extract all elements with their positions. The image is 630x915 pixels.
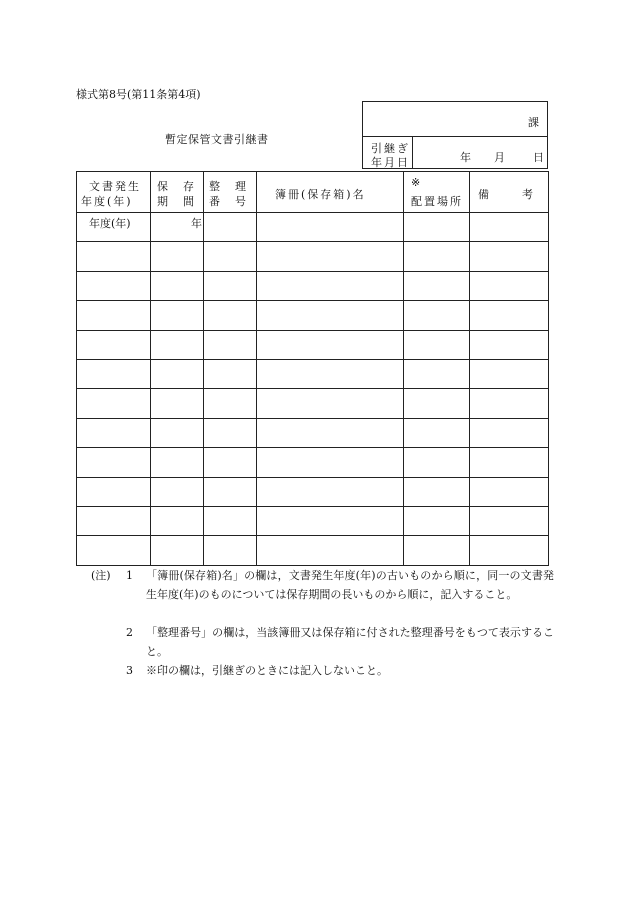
cell-ledger-name[interactable] <box>257 448 404 477</box>
header-reference-number: 整 理 番 号 <box>204 172 257 213</box>
cell-reference-number[interactable] <box>204 389 257 418</box>
date-year-unit: 年 <box>460 151 471 164</box>
cell-storage-location[interactable] <box>404 359 470 388</box>
cell-retention-period[interactable] <box>151 330 204 359</box>
cell-remarks[interactable] <box>470 301 549 330</box>
cell-remarks[interactable] <box>470 330 549 359</box>
cell-storage-location[interactable] <box>404 536 470 565</box>
period-unit-label: 年 <box>191 217 202 230</box>
header-retention-period: 保 存 期 間 <box>151 172 204 213</box>
cell-storage-location[interactable] <box>404 213 470 242</box>
cell-retention-period[interactable] <box>151 389 204 418</box>
cell-remarks[interactable] <box>470 359 549 388</box>
table-row <box>77 506 549 535</box>
cell-ledger-name[interactable] <box>257 301 404 330</box>
cell-document-year[interactable] <box>77 418 151 447</box>
cell-document-year[interactable] <box>77 330 151 359</box>
cell-document-year[interactable] <box>77 477 151 506</box>
table-row <box>77 301 549 330</box>
cell-retention-period[interactable] <box>151 448 204 477</box>
cell-reference-number[interactable] <box>204 448 257 477</box>
table-row <box>77 242 549 271</box>
cell-reference-number[interactable] <box>204 330 257 359</box>
transfer-date-label-cell <box>363 137 413 169</box>
cell-reference-number[interactable] <box>204 242 257 271</box>
cell-ledger-name[interactable] <box>257 477 404 506</box>
cell-retention-period[interactable] <box>151 242 204 271</box>
cell-ledger-name[interactable] <box>257 330 404 359</box>
department-suffix: 課 <box>528 116 539 129</box>
cell-storage-location[interactable] <box>404 271 470 300</box>
date-day-unit: 日 <box>533 151 544 164</box>
cell-retention-period[interactable] <box>151 506 204 535</box>
notes-prefix: (注) <box>91 569 111 582</box>
table-row <box>77 418 549 447</box>
cell-retention-period[interactable] <box>151 477 204 506</box>
department-date-box <box>362 101 548 169</box>
cell-remarks[interactable] <box>470 418 549 447</box>
cell-remarks[interactable] <box>470 536 549 565</box>
cell-document-year[interactable] <box>77 271 151 300</box>
note-number: 2 <box>126 626 133 639</box>
header-storage-location: ※ 配置場所 <box>404 172 470 213</box>
cell-reference-number[interactable] <box>204 359 257 388</box>
department-cell[interactable] <box>363 102 547 137</box>
note-number: 1 <box>126 569 133 582</box>
cell-remarks[interactable] <box>470 506 549 535</box>
cell-reference-number[interactable] <box>204 418 257 447</box>
cell-document-year[interactable] <box>77 389 151 418</box>
cell-retention-period[interactable] <box>151 213 204 242</box>
table-row <box>77 477 549 506</box>
cell-document-year[interactable] <box>77 448 151 477</box>
cell-reference-number[interactable] <box>204 536 257 565</box>
cell-ledger-name[interactable] <box>257 359 404 388</box>
cell-storage-location[interactable] <box>404 330 470 359</box>
note-text: 「整理番号」の欄は，当該簿冊又は保存箱に付された整理番号をもつて表示すること。 <box>146 626 554 658</box>
cell-ledger-name[interactable] <box>257 242 404 271</box>
cell-ledger-name[interactable] <box>257 418 404 447</box>
cell-remarks[interactable] <box>470 242 549 271</box>
cell-storage-location[interactable] <box>404 301 470 330</box>
cell-remarks[interactable] <box>470 477 549 506</box>
header-document-year: 文書発生 年度(年) <box>77 172 151 213</box>
cell-storage-location[interactable] <box>404 389 470 418</box>
cell-remarks[interactable] <box>470 389 549 418</box>
cell-document-year[interactable] <box>77 359 151 388</box>
note-text: 「簿冊(保存箱)名」の欄は，文書発生年度(年)の古いものから順に，同一の文書発生年度(年)のものについては保存期間の長いものから順に，記入すること。 <box>146 569 554 601</box>
table-row <box>77 330 549 359</box>
year-unit-label: 年度(年) <box>89 217 131 230</box>
cell-ledger-name[interactable] <box>257 506 404 535</box>
table-row <box>77 536 549 565</box>
cell-storage-location[interactable] <box>404 418 470 447</box>
document-title: 暫定保管文書引継書 <box>165 133 269 146</box>
cell-reference-number[interactable] <box>204 271 257 300</box>
note-number: 3 <box>126 664 133 677</box>
cell-document-year[interactable] <box>77 213 151 242</box>
cell-ledger-name[interactable] <box>257 389 404 418</box>
cell-remarks[interactable] <box>470 213 549 242</box>
cell-reference-number[interactable] <box>204 213 257 242</box>
table-row <box>77 359 549 388</box>
transfer-date-label-line1: 引継ぎ <box>371 142 410 155</box>
cell-ledger-name[interactable] <box>257 213 404 242</box>
table-row <box>77 271 549 300</box>
cell-storage-location[interactable] <box>404 506 470 535</box>
table-row <box>77 389 549 418</box>
cell-document-year[interactable] <box>77 536 151 565</box>
note-text: ※印の欄は，引継ぎのときには記入しないこと。 <box>146 664 388 677</box>
date-month-unit: 月 <box>494 151 505 164</box>
table-row <box>77 213 549 242</box>
cell-document-year[interactable] <box>77 506 151 535</box>
cell-reference-number[interactable] <box>204 301 257 330</box>
cell-retention-period[interactable] <box>151 536 204 565</box>
transfer-table <box>76 171 549 566</box>
cell-retention-period[interactable] <box>151 418 204 447</box>
cell-retention-period[interactable] <box>151 301 204 330</box>
cell-remarks[interactable] <box>470 448 549 477</box>
cell-storage-location[interactable] <box>404 242 470 271</box>
cell-document-year[interactable] <box>77 301 151 330</box>
header-ledger-name: 簿冊(保存箱)名 <box>257 172 404 213</box>
header-remarks: 備 考 <box>470 172 549 213</box>
cell-ledger-name[interactable] <box>257 536 404 565</box>
cell-retention-period[interactable] <box>151 271 204 300</box>
cell-ledger-name[interactable] <box>257 271 404 300</box>
cell-storage-location[interactable] <box>404 477 470 506</box>
cell-reference-number[interactable] <box>204 477 257 506</box>
cell-document-year[interactable] <box>77 242 151 271</box>
transfer-date-label-line2: 年月日 <box>371 156 410 169</box>
cell-retention-period[interactable] <box>151 359 204 388</box>
cell-storage-location[interactable] <box>404 448 470 477</box>
cell-remarks[interactable] <box>470 271 549 300</box>
cell-reference-number[interactable] <box>204 506 257 535</box>
form-number: 様式第8号(第11条第4項) <box>76 88 201 101</box>
table-row <box>77 448 549 477</box>
